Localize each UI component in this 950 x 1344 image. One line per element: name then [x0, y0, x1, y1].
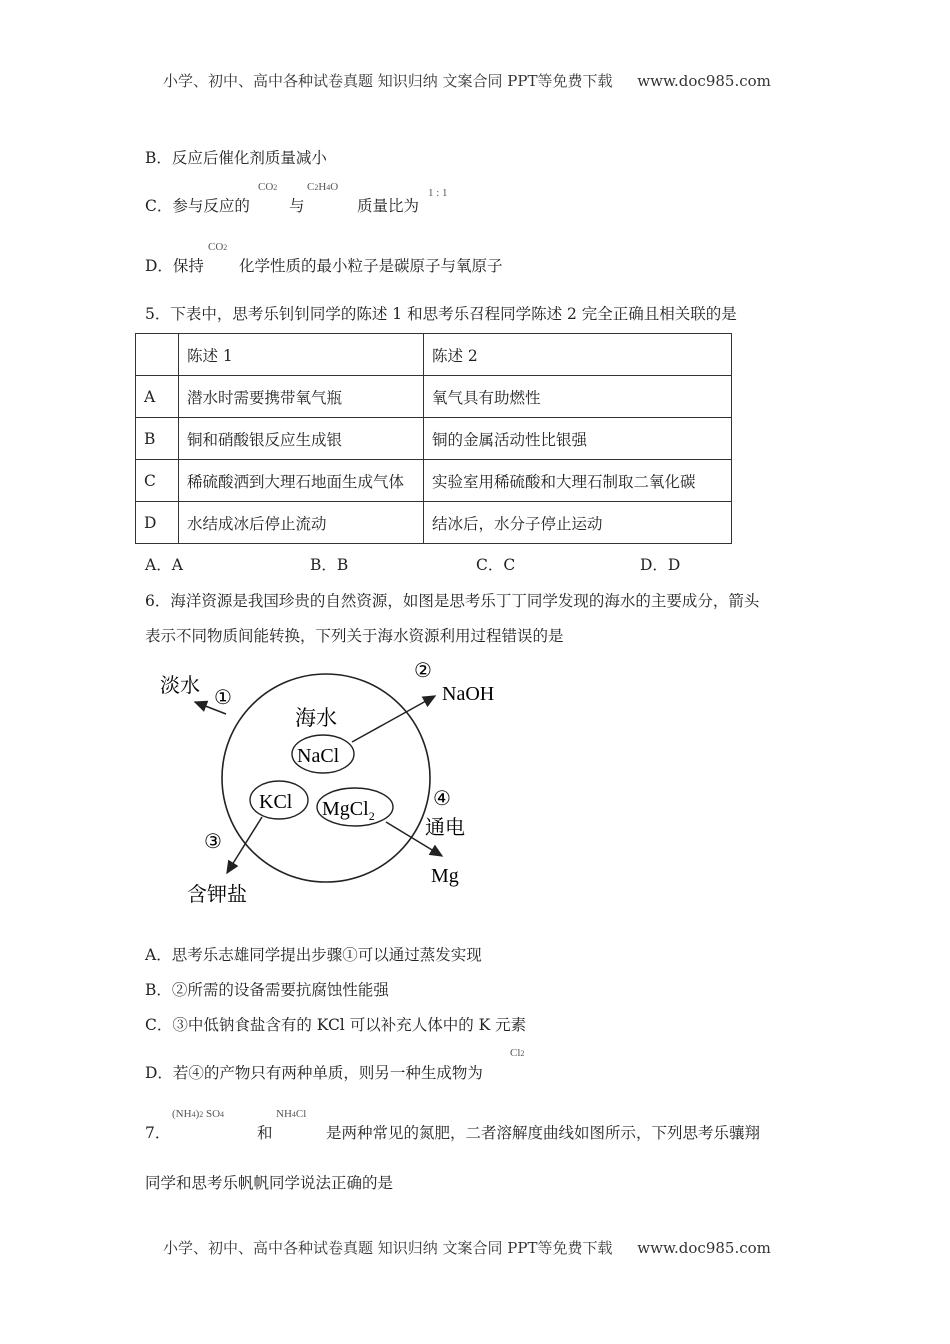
q5-stem: 5．下表中，思考乐钊钊同学的陈述 1 和思考乐召程同学陈述 2 完全正确且相关联的是	[145, 305, 737, 323]
seawater-diagram	[150, 650, 510, 910]
table-cell: 稀硫酸洒到大理石地面生成气体	[179, 460, 424, 502]
q4-c-prefix: C．参与反应的	[145, 197, 250, 215]
q7-number: 7．	[145, 1124, 171, 1142]
table-cell: 铜和硝酸银反应生成银	[179, 418, 424, 460]
q6-stem-line2: 表示不同物质间能转换，下列关于海水资源利用过程错误的是	[145, 627, 564, 645]
table-cell: 氧气具有助燃性	[424, 376, 732, 418]
q6-d-formula-cl2: Cl2	[510, 1047, 525, 1059]
naoh-label: NaOH	[442, 683, 495, 705]
q6-stem-line1: 6．海洋资源是我国珍贵的自然资源，如图是思考乐丁丁同学发现的海水的主要成分，箭头	[145, 592, 760, 610]
page-header	[163, 70, 771, 91]
table-header-statement2: 陈述 2	[424, 334, 732, 376]
q6-option-a: A．思考乐志雄同学提出步骤①可以通过蒸发实现	[145, 946, 482, 964]
table-cell: 实验室用稀硫酸和大理石制取二氧化碳	[424, 460, 732, 502]
q4-option-c	[145, 194, 250, 216]
mgcl2-label: MgCl$_2$	[322, 798, 375, 823]
q7-line1-suffix: 是两种常见的氮肥，二者溶解度曲线如图所示，下列思考乐骧翔	[326, 1124, 761, 1142]
header-url: www.doc985.com	[637, 72, 771, 90]
step-4-label: ④	[433, 788, 451, 810]
table-header-statement1: 陈述 1	[179, 334, 424, 376]
table-cell: C	[136, 460, 179, 502]
kcl-label: KCl	[259, 791, 293, 813]
q7-line2: 同学和思考乐帆帆同学说法正确的是	[145, 1174, 394, 1192]
q4-c-ratio: 1 : 1	[428, 187, 448, 199]
mg-label: Mg	[431, 865, 459, 887]
table-cell: 水结成冰后停止流动	[179, 502, 424, 544]
table-cell: A	[136, 376, 179, 418]
fresh-water-label: 淡水	[160, 675, 200, 697]
step-3-label: ③	[204, 831, 222, 853]
q4-c-mid: 与	[289, 197, 305, 215]
q4-c-suffix: 质量比为	[357, 197, 420, 215]
step-1-label: ①	[214, 687, 232, 709]
q5-option-c: C．C	[476, 556, 516, 574]
q7-formula-nh4cl: NH4Cl	[276, 1108, 307, 1120]
step-2-label: ②	[414, 660, 432, 682]
q4-d-formula-co2: CO2	[208, 241, 228, 253]
seawater-label: 海水	[295, 706, 337, 730]
table-cell	[136, 334, 179, 376]
q4-c-formula-c2h4o: C2H4O	[307, 181, 339, 193]
q4-option-d-prefix: D．保持	[145, 257, 204, 275]
q4-c-formula-co2: CO2	[258, 181, 278, 193]
arrow-2	[352, 696, 435, 742]
nacl-label: NaCl	[297, 745, 340, 767]
q7-formula-nh4-2so4: (NH4)2 SO4	[172, 1108, 225, 1120]
q5-table	[135, 333, 732, 544]
table-cell: 铜的金属活动性比银强	[424, 418, 732, 460]
footer-text: 小学、初中、高中各种试卷真题 知识归纳 文案合同 PPT等免费下载	[163, 1239, 613, 1257]
q4-option-d-suffix: 化学性质的最小粒子是碳原子与氧原子	[239, 257, 503, 275]
q6-option-b: B．②所需的设备需要抗腐蚀性能强	[145, 981, 389, 999]
table-row	[136, 334, 732, 376]
potassium-salt-label: 含钾盐	[187, 884, 247, 906]
q6-option-d-prefix: D．若④的产物只有两种单质，则另一种生成物为	[145, 1064, 483, 1082]
table-row	[136, 502, 732, 544]
page-footer	[163, 1237, 771, 1258]
q4-option-b: B．反应后催化剂质量减小	[145, 149, 327, 167]
table-row	[136, 418, 732, 460]
table-row	[136, 460, 732, 502]
q7-mid: 和	[257, 1124, 273, 1142]
arrow-3	[227, 817, 262, 873]
table-cell: D	[136, 502, 179, 544]
table-row	[136, 376, 732, 418]
q6-option-c: C．③中低钠食盐含有的 KCl 可以补充人体中的 K 元素	[145, 1016, 527, 1034]
header-text: 小学、初中、高中各种试卷真题 知识归纳 文案合同 PPT等免费下载	[163, 72, 613, 90]
q5-option-d: D．D	[640, 556, 681, 574]
q5-option-b: B．B	[310, 556, 349, 574]
footer-url: www.doc985.com	[637, 1239, 771, 1257]
q5-option-a: A．A	[145, 556, 183, 574]
table-cell: 结冰后，水分子停止运动	[424, 502, 732, 544]
table-cell: B	[136, 418, 179, 460]
electrify-label: 通电	[425, 817, 465, 839]
table-cell: 潜水时需要携带氧气瓶	[179, 376, 424, 418]
